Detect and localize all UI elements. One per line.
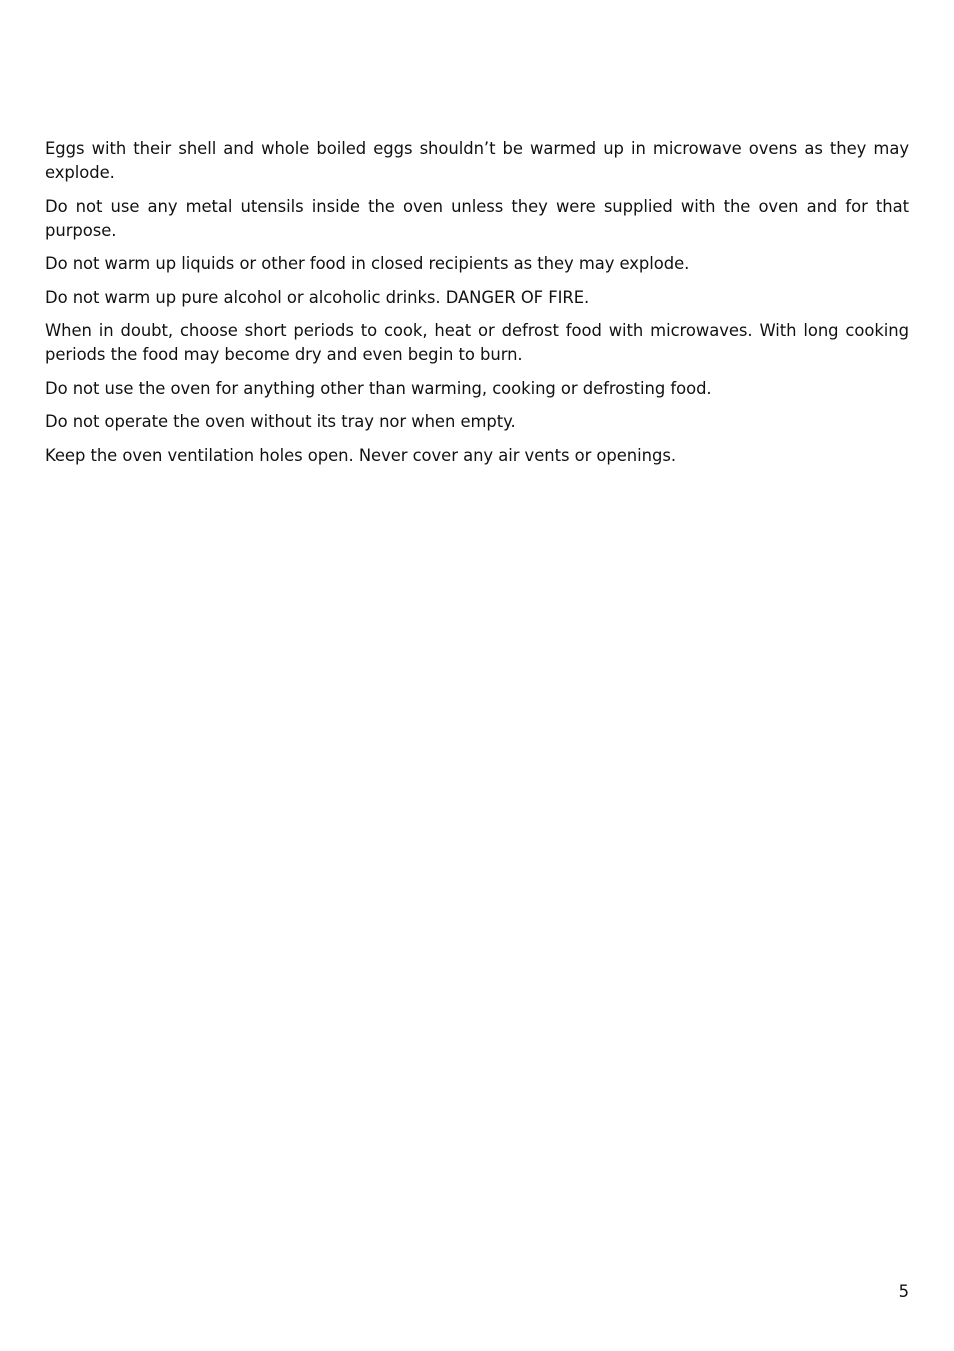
- instruction-paragraph: When in doubt, choose short periods to cook, heat or defrost food with microwaves. With long cooking periods the food may become dry and even begin to burn.: [45, 321, 909, 364]
- instruction-paragraph: Do not use the oven for anything other than warming, cooking or defrosting food.: [45, 378, 712, 398]
- instruction-paragraph: Do not operate the oven without its tray nor when empty.: [45, 412, 516, 431]
- instruction-paragraph: Do not use any metal utensils inside the oven unless they were supplied with the oven and for that purpose.: [45, 196, 909, 240]
- instruction-paragraph: Do not warm up pure alcohol or alcoholic drinks. DANGER OF FIRE.: [45, 287, 590, 307]
- safety-instructions: [45, 137, 909, 477]
- instruction-paragraph: Keep the oven ventilation holes open. Never cover any air vents or openings.: [45, 445, 676, 465]
- instruction-paragraph: Eggs with their shell and whole boiled eggs shouldn’t be warmed up in microwave ovens as they may explode.: [45, 139, 909, 182]
- instruction-paragraph: Do not warm up liquids or other food in closed recipients as they may explode.: [45, 254, 690, 273]
- page-number: 5: [898, 1282, 909, 1301]
